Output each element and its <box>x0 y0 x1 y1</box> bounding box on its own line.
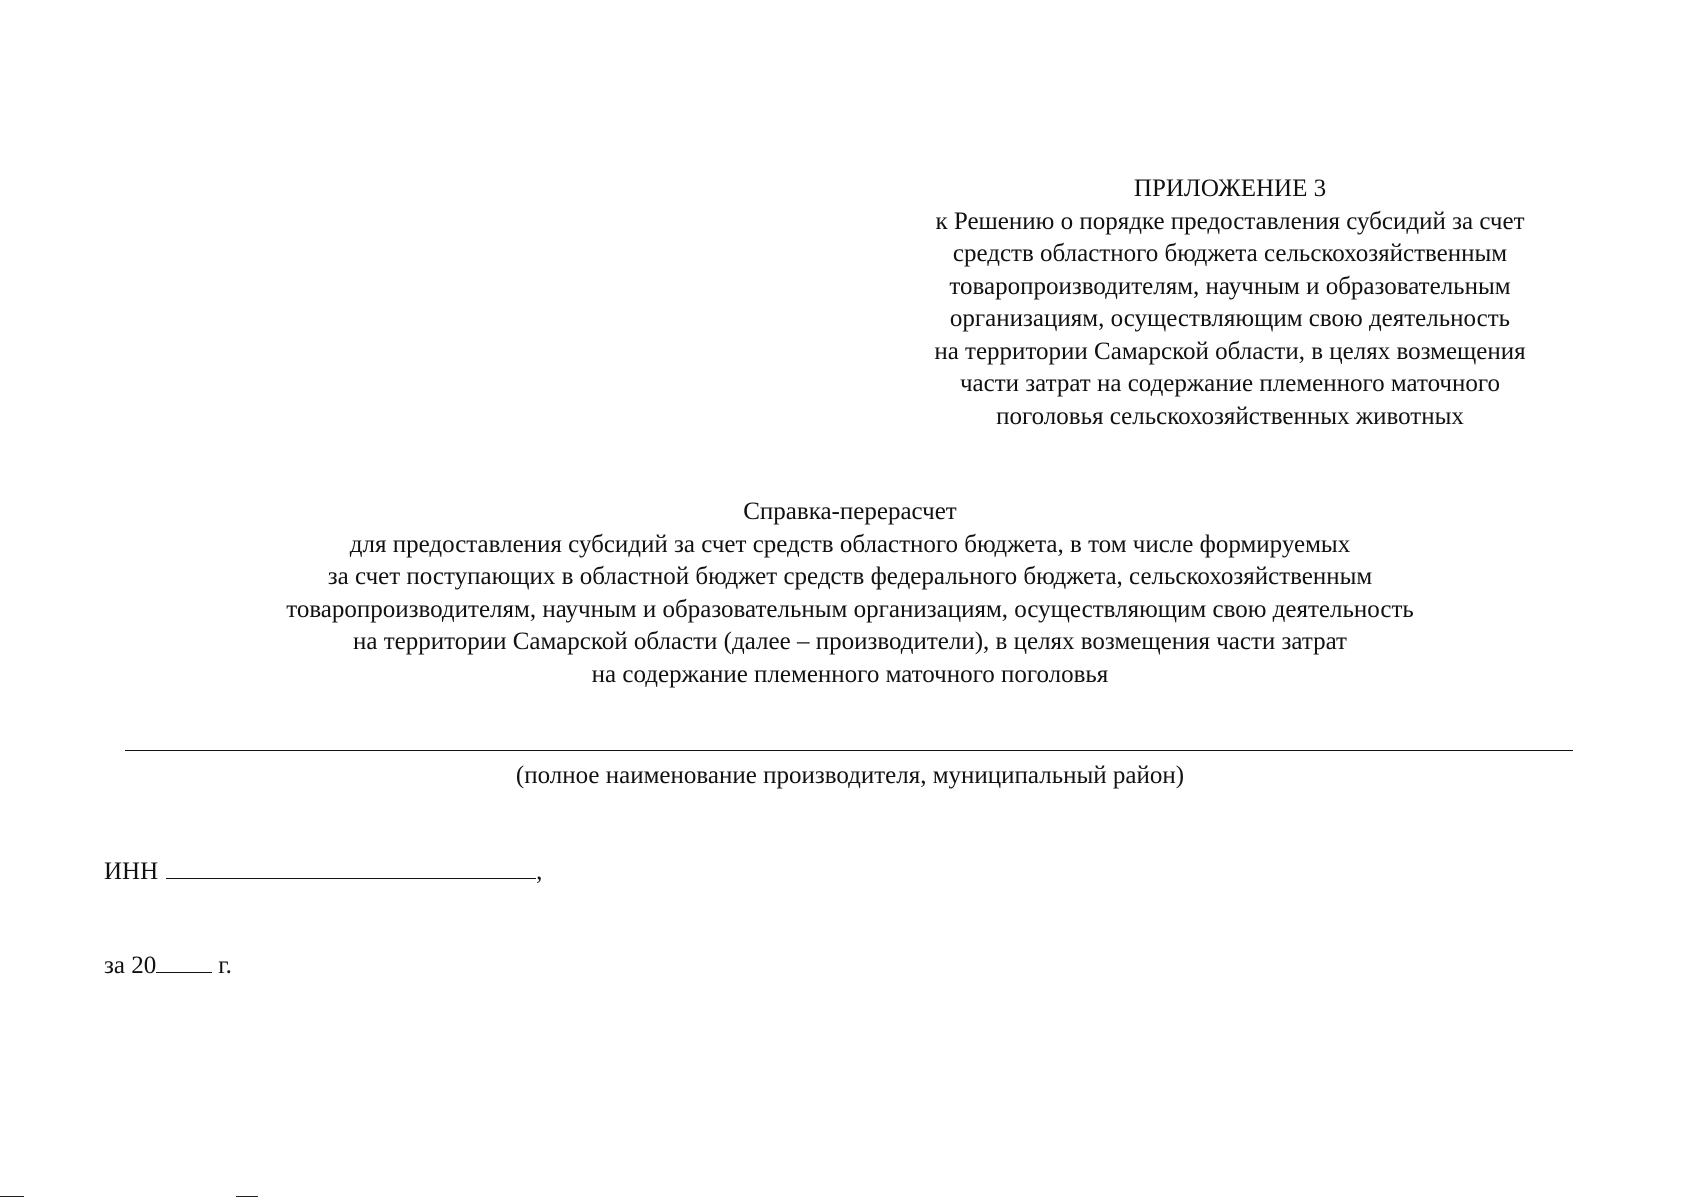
appendix-line: поголовья сельскохозяйственных животных <box>996 402 1464 430</box>
year-field-line[interactable] <box>156 946 212 973</box>
appendix-title: ПРИЛОЖЕНИЕ 3 <box>1133 175 1327 202</box>
appendix-line: на территории Самарской области, в целях возмещения <box>934 337 1526 365</box>
certificate-line: на содержание племенного маточного поголовья <box>591 660 1109 688</box>
year-suffix: г. <box>218 952 232 979</box>
producer-name-field-line[interactable] <box>125 750 1573 751</box>
certificate-title: Справка-перерасчет <box>743 498 957 525</box>
appendix-line: средств областного бюджета сельскохозяйственным <box>952 240 1508 267</box>
inn-label: ИНН <box>104 858 159 885</box>
producer-name-caption: (полное наименование производителя, муниципальный район) <box>515 762 1185 789</box>
appendix-header <box>880 173 1580 433</box>
inn-suffix: , <box>536 858 543 885</box>
year-prefix: за 20 <box>104 952 157 979</box>
inn-row <box>104 852 542 886</box>
certificate-heading <box>140 496 1560 691</box>
certificate-line: на территории Самарской области (далее – производители), в целях возмещения части затрат <box>353 628 1347 655</box>
appendix-line: к Решению о порядке предоставления субсидий за счет <box>935 207 1525 235</box>
inn-field-line[interactable] <box>166 852 536 879</box>
appendix-line: части затрат на содержание племенного маточного <box>959 370 1501 397</box>
appendix-line: товаропроизводителям, научным и образовательным <box>949 272 1511 300</box>
certificate-line: за счет поступающих в областной бюджет средств федерального бюджета, сельскохозяйственным <box>327 563 1373 590</box>
year-row <box>104 946 232 980</box>
certificate-line: товаропроизводителям, научным и образовательным организациям, осуществляющим свою деятельность <box>286 595 1414 623</box>
appendix-line: организациям, осуществляющим свою деятельность <box>949 305 1511 332</box>
certificate-line: для предоставления субсидий за счет средств областного бюджета, в том числе формируемых <box>349 530 1351 558</box>
scan-edge-mark <box>236 1196 258 1197</box>
scan-edge-mark <box>0 1196 24 1197</box>
